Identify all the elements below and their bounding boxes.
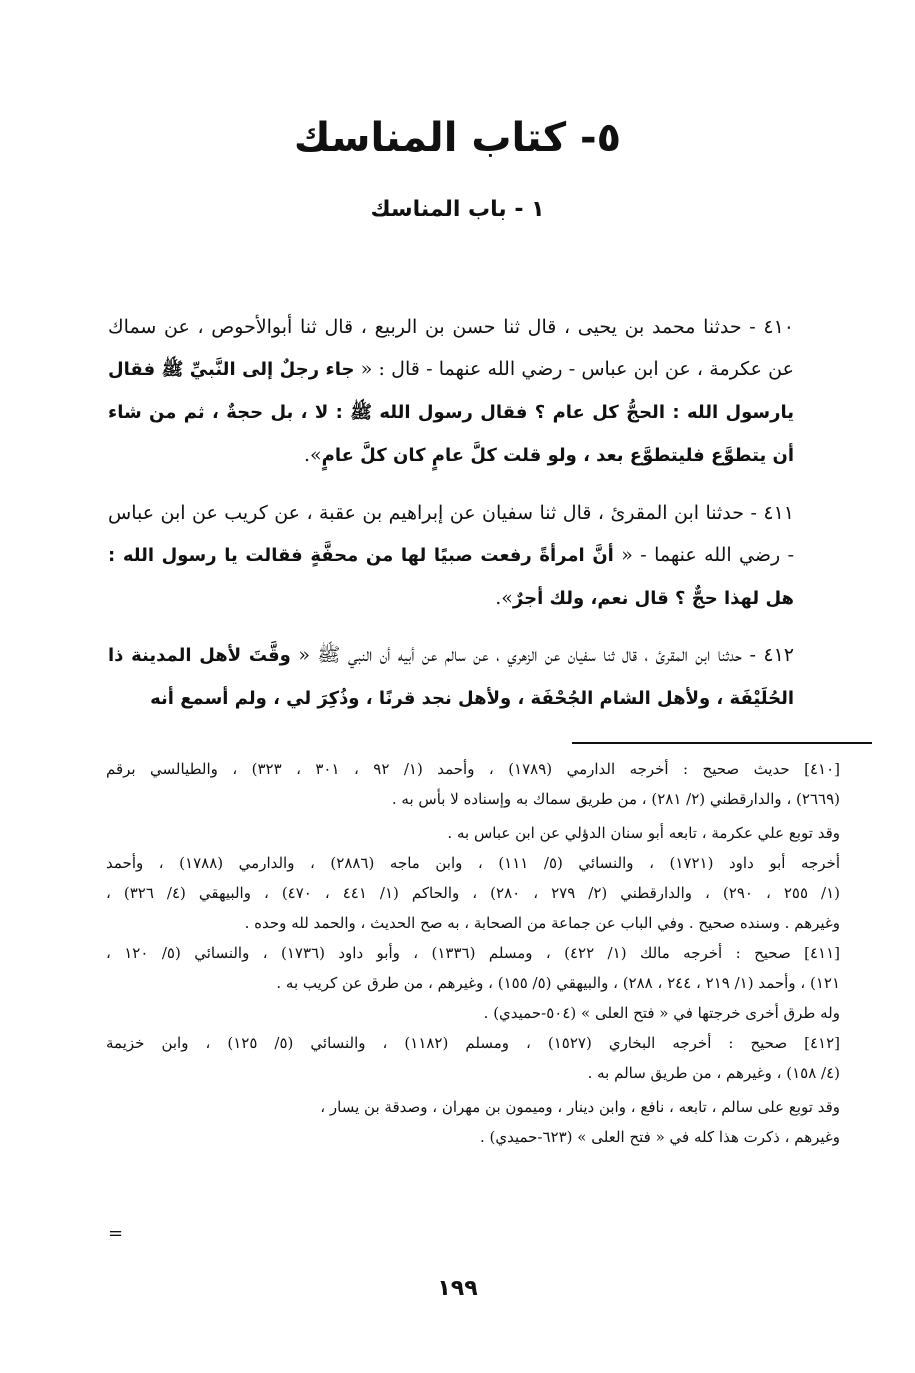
page-number: ١٩٩ (437, 1276, 478, 1301)
hadith-quote-close: ». (303, 444, 322, 466)
continuation-mark: = (108, 1223, 124, 1244)
hadith-isnad: - حدثنا ابن المقرئ ، قال ثنا سفيان عن إبراهيم بن عقبة ، عن كريب عن ابن عباس - رضي الله عنهما - « (108, 502, 795, 566)
book-title: ٥- كتاب المناسك (293, 115, 622, 161)
footnote-line: (١/ ٢٥٥ ، ٢٩٠) ، والدارقطني (٢/ ٢٧٩ ، ٢٨٠) ، والحاكم (١/ ٤٤١ ، ٤٧٠) ، والبيهقي (٤/ ٣٢٦) ، (106, 884, 840, 902)
footnote-line: [٤١١] صحيح : أخرجه مالك (١/ ٤٢٢) ، ومسلم (١٣٣٦) ، وأبو داود (١٧٣٦) ، والنسائي (٥/ ١٢٠ ، (106, 944, 840, 962)
hadith-isnad: - حدثنا محمد بن يحيى ، قال ثنا حسن بن الربيع ، قال ثنا أبوالأحوص ، عن سماك عن عكرمة ، عن ابن عباس - رضي الله عنهما - قال : « (108, 316, 794, 380)
hadith-number: ٤١٢ (763, 644, 795, 666)
footnote-line: [٤١٠] حديث صحيح : أخرجه الدارمي (١٧٨٩) ، وأحمد (١/ ٩٢ ، ٣٠١ ، ٣٢٣) ، والطيالسي برقم (106, 760, 840, 778)
footnote-line: ١٢١) ، وأحمد (١/ ٢١٩ ، ٢٤٤ ، ٢٨٨) ، والبيهقي (٥/ ١٥٥) ، وغيرهم ، من طرق عن كريب به . (276, 974, 840, 992)
chapter-title: ١ - باب المناسك (370, 197, 545, 222)
footnote-line: [٤١٢] صحيح : أخرجه البخاري (١٥٢٧) ، ومسلم (١١٨٢) ، والنسائي (٥/ ١٢٥) ، وابن خزيمة (106, 1034, 840, 1052)
hadith-matn: جاء رجلٌ إلى النَّبيِّ ﷺ فقال يارسول الله : الحجُّ كل عام ؟ فقال رسول الله ﷺ : لا ، بل حجةٌ ، ثم من شاء أن يتطوَّع فليتطوَّع بعد ، ولو قلت كلَّ عامٍ كان كلَّ عامٍ (108, 359, 794, 466)
hadith-412 (108, 634, 794, 720)
hadith-number: ٤١١ (763, 502, 794, 524)
footnote-line: وقد توبع علي عكرمة ، تابعه أبو سنان الدؤلي عن ابن عباس به . (447, 824, 840, 842)
footnote-line: (٢٦٦٩) ، والدارقطني (٢/ ٢٨١) ، من طريق سماك به وإسناده لا بأس به . (391, 790, 840, 808)
footnote-line: وغيرهم ، ذكرت هذا كله في « فتح العلى » (٦٢٣-حميدي) . (479, 1128, 840, 1146)
footnote-line: (٤/ ١٥٨) ، وغيرهم ، من طريق سالم به . (587, 1064, 840, 1082)
hadith-411 (108, 492, 794, 620)
hadith-quote-close: ». (495, 587, 513, 609)
hadith-isnad: - حدثنا ابن المقرئ ، قال ثنا سفيان عن الزهري ، عن سالم عن أبيه أن النبي ﷺ « (298, 644, 756, 666)
hadith-410 (108, 306, 794, 477)
footnotes (106, 754, 840, 1152)
footnote-line: أخرجه أبو داود (١٧٢١) ، والنسائي (٥/ ١١١) ، وابن ماجه (٢٨٨٦) ، والدارمي (١٧٨٨) ، وأحمد (106, 854, 840, 872)
hadith-matn: أنَّ امرأةً رفعت صبيًا لها من محفَّةٍ فقالت يا رسول الله : هل لهذا حجٌّ ؟ قال نعم، ولك أجرٌ (108, 545, 794, 609)
footnote-divider (572, 742, 872, 744)
hadith-number: ٤١٠ (763, 316, 794, 338)
footnote-line: وغيرهم . وسنده صحيح . وفي الباب عن جماعة من الصحابة ، به صح الحديث ، والحمد لله وحده . (244, 914, 840, 932)
footnote-line: وقد توبع على سالم ، تابعه ، نافع ، وابن دينار ، وميمون بن مهران ، وصدقة بن يسار ، (320, 1098, 840, 1116)
footnote-line: وله طرق أخرى خرجتها في « فتح العلى » (٥٠٤-حميدي) . (483, 1004, 840, 1022)
hadith-matn: وقَّتَ لأهل المدينة ذا الحُلَيْفَة ، ولأهل الشام الجُحْفَة ، ولأهل نجد قرنًا ، وذُكِرَ لي ، ولم أسمع أنه (108, 645, 794, 709)
